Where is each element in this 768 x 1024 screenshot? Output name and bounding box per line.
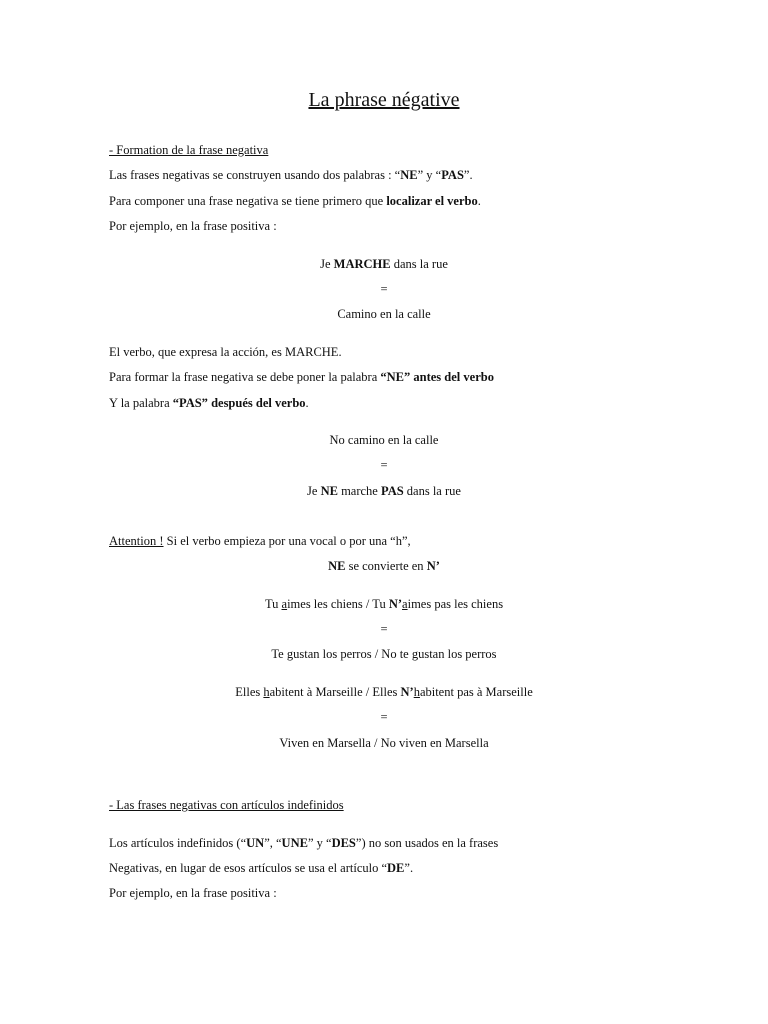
example-translation: Camino en la calle — [337, 307, 431, 321]
paragraph-line: Negativas, en lugar de esos artículos se usa el artículo “DE”. — [109, 861, 414, 875]
attention-label: Attention ! — [109, 534, 164, 548]
section-heading-formation: - Formation de la frase negativa — [109, 143, 269, 157]
paragraph-line: Para formar la frase negativa se debe poner la palabra “NE” antes del verbo — [109, 370, 494, 384]
paragraph-line: Por ejemplo, en la frase positiva : — [109, 219, 277, 233]
example-sentence: Tu aimes les chiens / Tu N’aimes pas les chiens — [264, 597, 504, 611]
equals-sign: = — [380, 710, 388, 724]
equals-sign: = — [380, 282, 388, 296]
example-sentence: Je NE marche PAS dans la rue — [307, 484, 461, 498]
equals-sign: = — [380, 622, 388, 636]
paragraph-line: Las frases negativas se construyen usando dos palabras : “NE” y “PAS”. — [109, 168, 473, 182]
paragraph-line: Por ejemplo, en la frase positiva : — [109, 886, 277, 900]
section-heading-indefinite-articles: - Las frases negativas con artículos indefinidos — [109, 798, 344, 812]
paragraph-line: Los artículos indefinidos (“UN”, “UNE” y “DES”) no son usados en la frases — [109, 836, 499, 850]
attention-rule: NE se convierte en N’ — [328, 559, 440, 573]
example-translation: No camino en la calle — [329, 433, 439, 447]
equals-sign: = — [380, 458, 388, 472]
paragraph-line: Y la palabra “PAS” después del verbo. — [109, 396, 309, 410]
paragraph-line: Para componer una frase negativa se tiene primero que localizar el verbo. — [109, 194, 481, 208]
example-translation: Viven en Marsella / No viven en Marsella — [279, 736, 489, 750]
example-sentence: Je MARCHE dans la rue — [320, 257, 448, 271]
example-translation: Te gustan los perros / No te gustan los perros — [271, 647, 497, 661]
page-title: La phrase négative — [308, 89, 460, 111]
paragraph-line: El verbo, que expresa la acción, es MARCHE. — [109, 345, 342, 359]
attention-note: Attention ! Si el verbo empieza por una vocal o por una “h”, — [109, 534, 411, 548]
example-sentence: Elles habitent à Marseille / Elles N’habitent pas à Marseille — [235, 685, 533, 699]
